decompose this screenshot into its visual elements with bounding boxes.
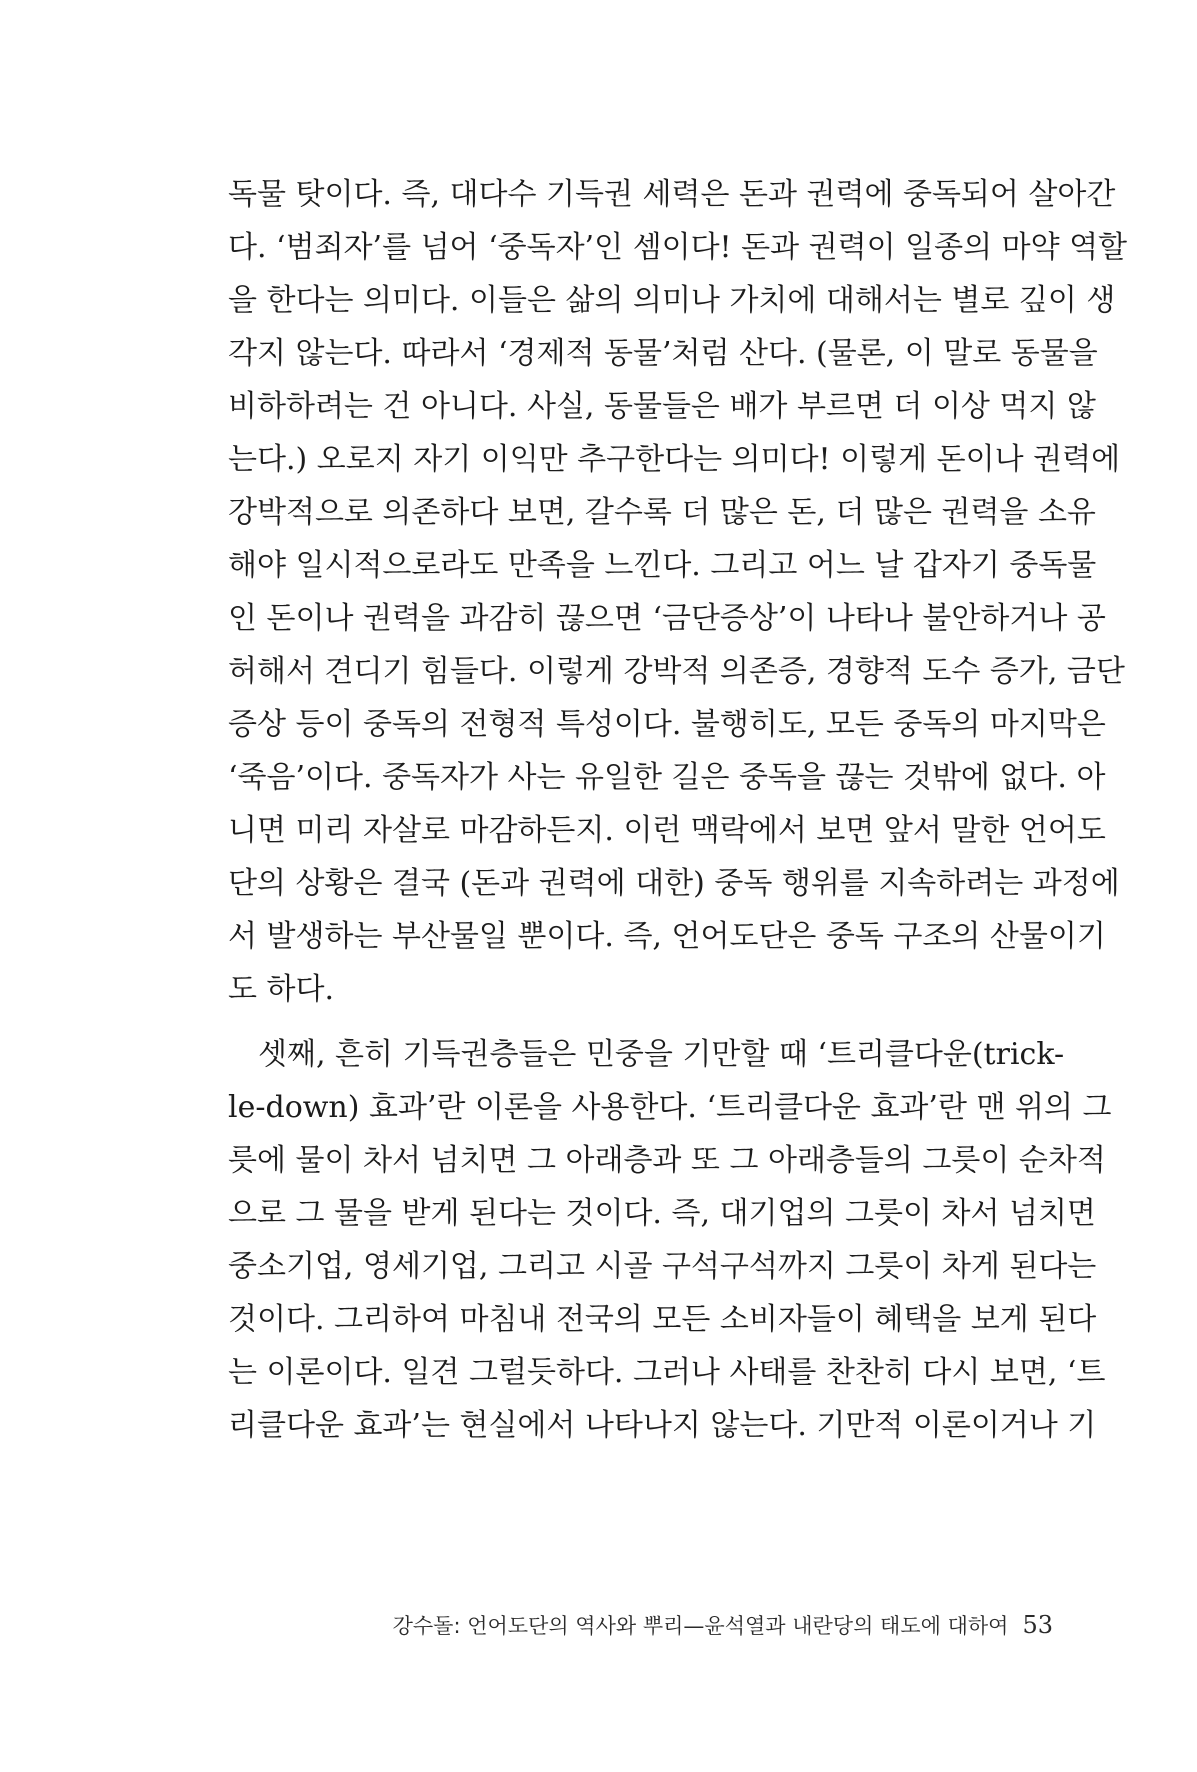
text-line: 독물 탓이다. 즉, 대다수 기득권 세력은 돈과 권력에 중독되어 살아간: [228, 177, 1116, 212]
text-line: 리클다운 효과’는 현실에서 나타나지 않는다. 기만적 이론이거나 기: [228, 1408, 1097, 1443]
text-line: 셋째, 흔히 기득권층들은 민중을 기만할 때 ‘트리클다운(trick-: [258, 1037, 1065, 1072]
page-footer: [393, 1610, 1053, 1640]
running-title: 강수돌: 언어도단의 역사와 뿌리—윤석열과 내란당의 태도에 대하여: [392, 1614, 1009, 1638]
body-text: [228, 168, 1128, 1452]
text-line: 비하하려는 건 아니다. 사실, 동물들은 배가 부르면 더 이상 먹지 않: [228, 389, 1096, 424]
text-line: 을 한다는 의미다. 이들은 삶의 의미나 가치에 대해서는 별로 깊이 생: [228, 283, 1116, 318]
paragraph-1: [228, 168, 1128, 1016]
text-line: 니면 미리 자살로 마감하든지. 이런 맥락에서 보면 앞서 말한 언어도: [228, 813, 1106, 848]
text-line: 다. ‘범죄자’를 넘어 ‘중독자’인 셈이다! 돈과 권력이 일종의 마약 역할: [228, 230, 1128, 265]
text-line: 으로 그 물을 받게 된다는 것이다. 즉, 대기업의 그릇이 차서 넘치면: [228, 1196, 1096, 1231]
paragraph-2: [228, 1028, 1112, 1452]
text-line: 는다.) 오로지 자기 이익만 추구한다는 의미다! 이렇게 돈이나 권력에: [228, 442, 1121, 477]
text-line: 인 돈이나 권력을 과감히 끊으면 ‘금단증상’이 나타나 불안하거나 공: [228, 601, 1106, 636]
text-line: 것이다. 그리하여 마침내 전국의 모든 소비자들이 혜택을 보게 된다: [228, 1302, 1097, 1337]
page-number: 53: [1022, 1611, 1053, 1639]
text-line: 강박적으로 의존하다 보면, 갈수록 더 많은 돈, 더 많은 권력을 소유: [228, 495, 1096, 530]
text-line: 단의 상황은 결국 (돈과 권력에 대한) 중독 행위를 지속하려는 과정에: [228, 866, 1120, 901]
text-line: 허해서 견디기 힘들다. 이렇게 강박적 의존증, 경향적 도수 증가, 금단: [228, 654, 1125, 689]
text-line: 릇에 물이 차서 넘치면 그 아래층과 또 그 아래층들의 그릇이 순차적: [228, 1143, 1106, 1178]
text-line: 는 이론이다. 일견 그럴듯하다. 그러나 사태를 찬찬히 다시 보면, ‘트: [228, 1355, 1106, 1390]
text-line: 각지 않는다. 따라서 ‘경제적 동물’처럼 산다. (물론, 이 말로 동물을: [228, 336, 1098, 371]
text-line: 도 하다.: [228, 972, 335, 1007]
text-line: 중소기업, 영세기업, 그리고 시골 구석구석까지 그릇이 차게 된다는: [228, 1249, 1097, 1284]
text-line: 해야 일시적으로라도 만족을 느낀다. 그리고 어느 날 갑자기 중독물: [228, 548, 1097, 583]
text-line: 증상 등이 중독의 전형적 특성이다. 불행히도, 모든 중독의 마지막은: [228, 707, 1106, 742]
text-line: 서 발생하는 부산물일 뿐이다. 즉, 언어도단은 중독 구조의 산물이기: [228, 919, 1106, 954]
text-line: le-down) 효과’란 이론을 사용한다. ‘트리클다운 효과’란 맨 위의 그: [228, 1090, 1112, 1125]
text-line: ‘죽음’이다. 중독자가 사는 유일한 길은 중독을 끊는 것밖에 없다. 아: [228, 760, 1106, 795]
